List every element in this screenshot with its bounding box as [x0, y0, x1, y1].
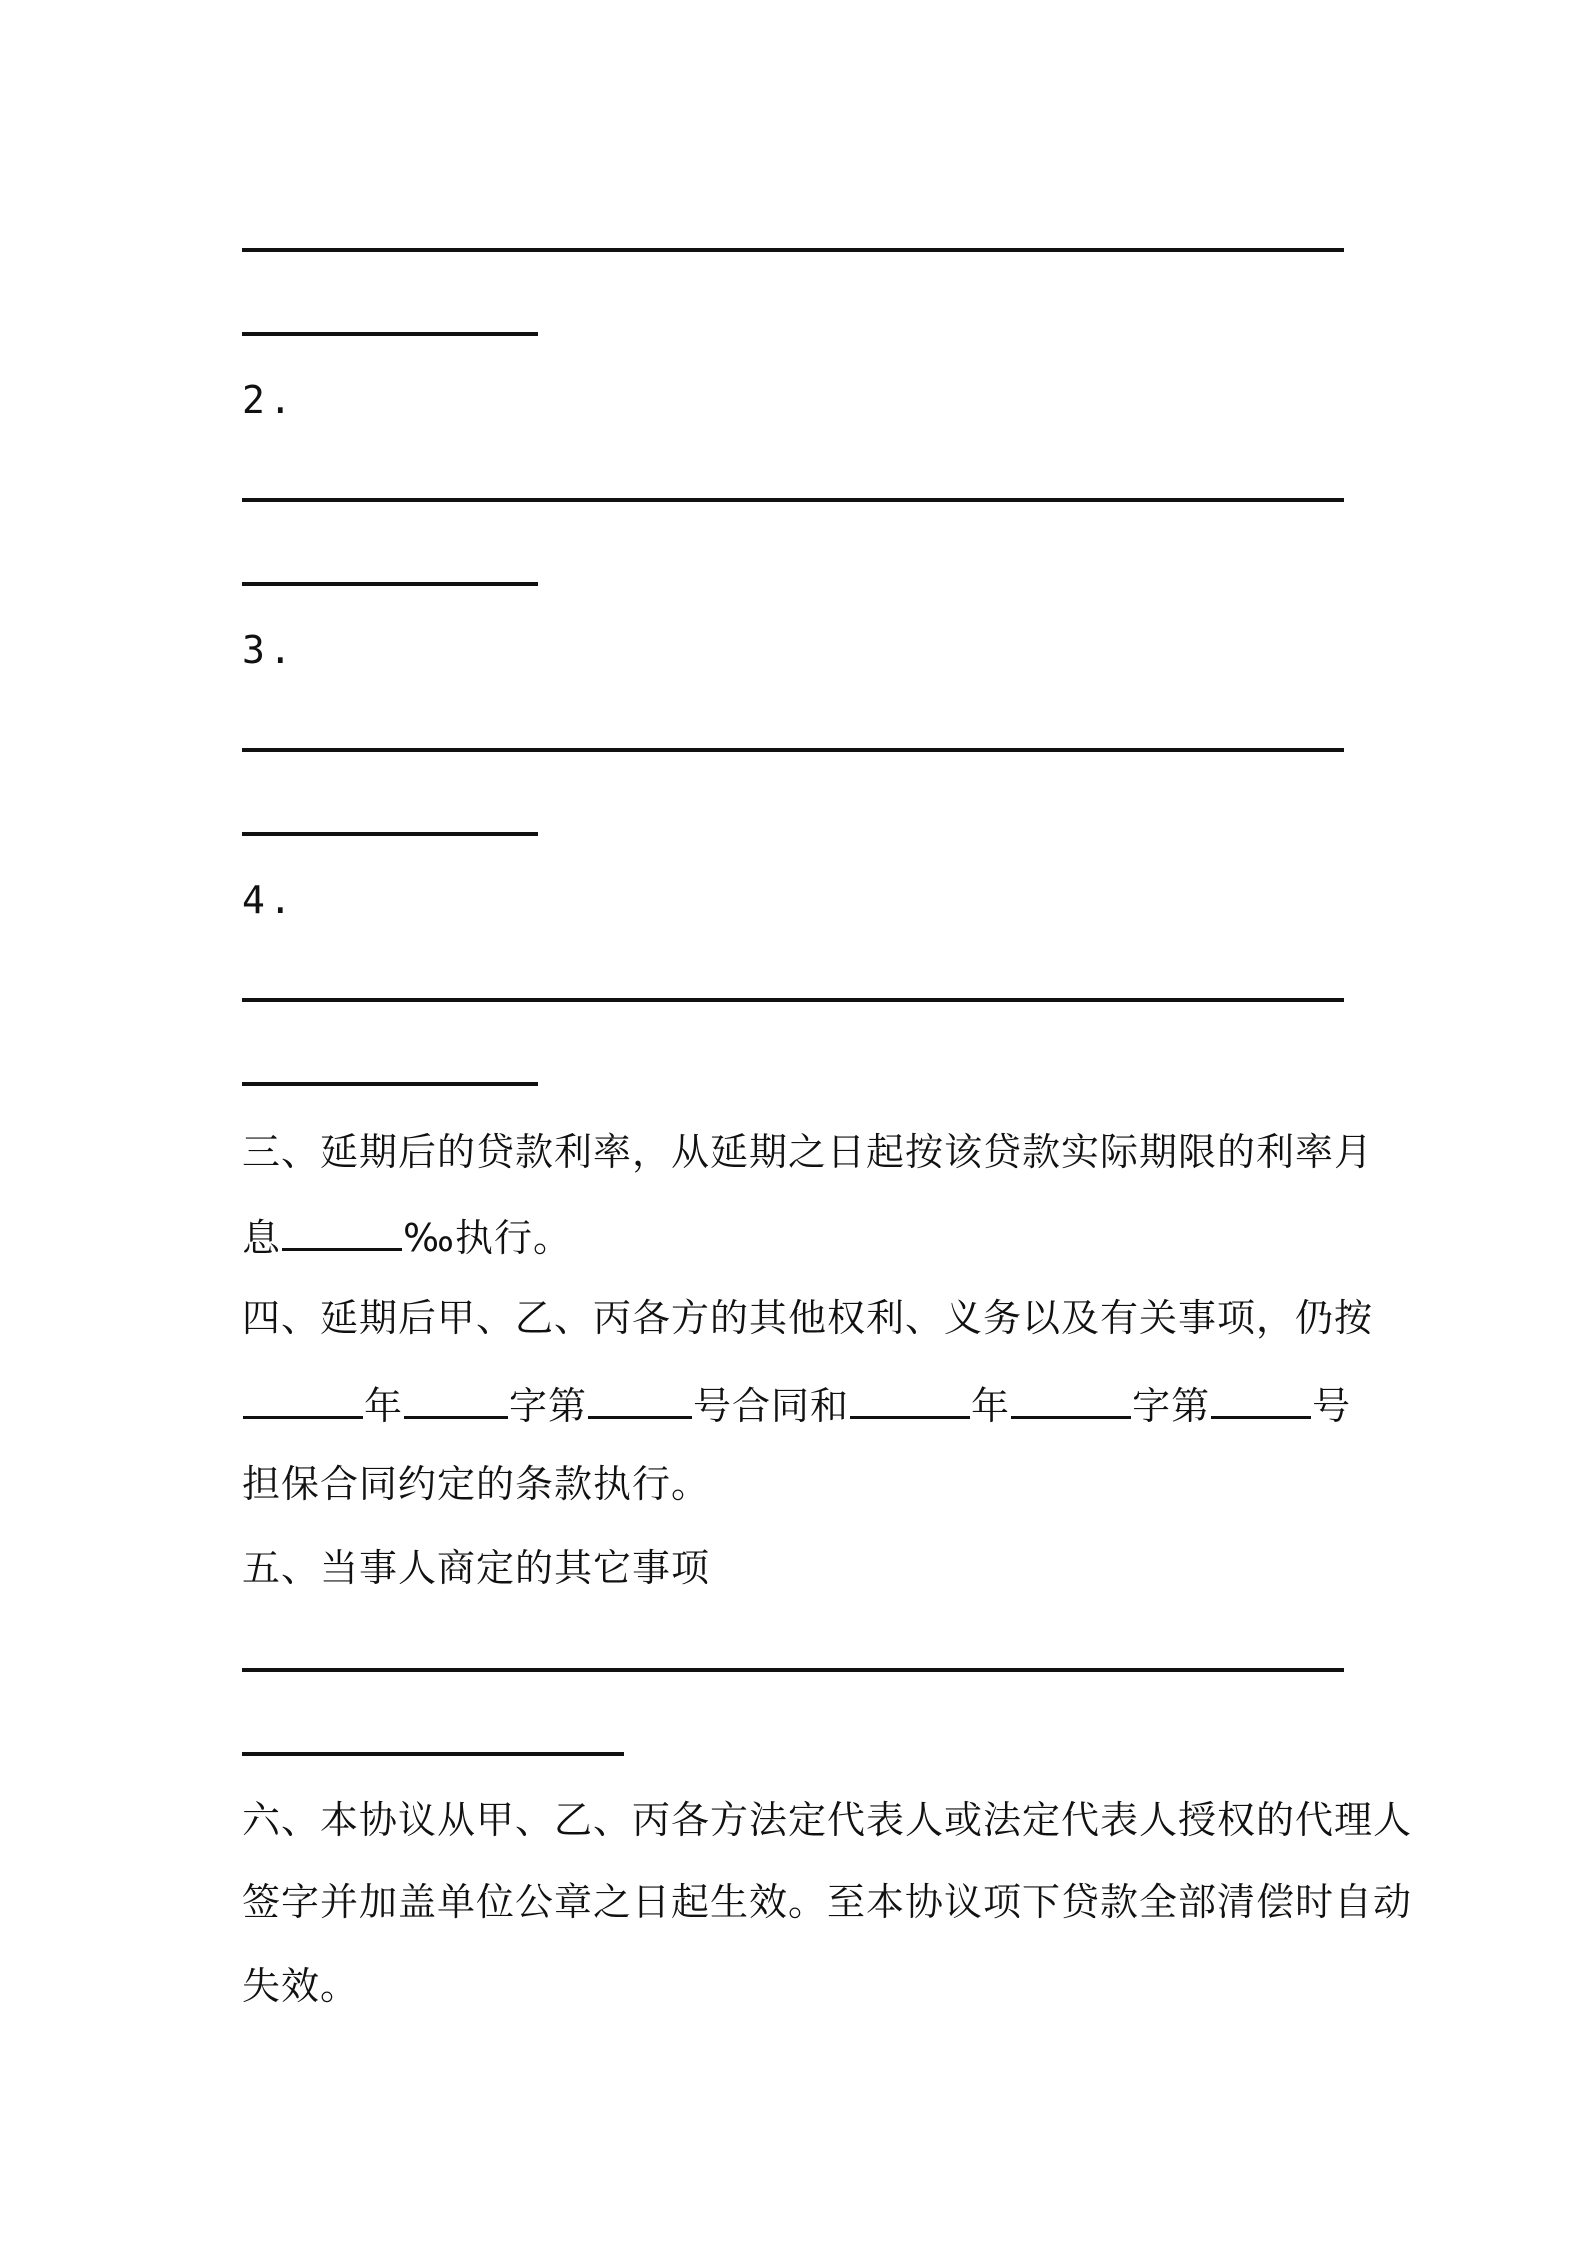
item-number: 3.: [242, 628, 296, 672]
section-6-text: 签字并加盖单位公章之日起生效。至本协议项下贷款全部清偿时自动: [242, 1880, 1413, 1924]
zi-blank: [404, 1380, 508, 1419]
blank-line: [242, 998, 1344, 1002]
item-number: 2.: [242, 378, 296, 422]
number-blank: [1211, 1380, 1311, 1419]
blank-line: [242, 1668, 1344, 1672]
section-3-text: 三、延期后的贷款利率，从延期之日起按该贷款实际期限的利率月: [242, 1130, 1374, 1174]
section-4-text: 四、延期后甲、乙、丙各方的其他权利、义务以及有关事项，仍按: [242, 1296, 1374, 1340]
zi-blank: [1011, 1380, 1131, 1419]
zi-label: 字第: [1132, 1384, 1211, 1428]
section-4-tail: 担保合同约定的条款执行。: [242, 1462, 711, 1506]
section-6-text: 六、本协议从甲、乙、丙各方法定代表人或法定代表人授权的代理人: [242, 1798, 1413, 1842]
zi-label: 字第: [509, 1384, 588, 1428]
section-4-contract-line: [242, 1380, 1351, 1428]
blank-line: [242, 832, 538, 836]
item-number: 4.: [242, 878, 296, 922]
rate-blank: [282, 1212, 402, 1251]
section-6-text: 失效。: [242, 1964, 360, 2008]
year-blank: [850, 1380, 970, 1419]
blank-line: [242, 582, 538, 586]
blank-line: [242, 1752, 624, 1756]
blank-line: [242, 748, 1344, 752]
year-label: 年: [364, 1384, 404, 1428]
year-label: 年: [971, 1384, 1011, 1428]
contract-label: 号合同和: [693, 1384, 850, 1428]
blank-line: [242, 1082, 538, 1086]
hao-label: 号: [1312, 1384, 1352, 1428]
blank-line: [242, 498, 1344, 502]
section-3-rate-line: [242, 1212, 572, 1260]
blank-line: [242, 248, 1344, 252]
section-5-title: 五、当事人商定的其它事项: [242, 1546, 711, 1590]
year-blank: [243, 1380, 363, 1419]
section-3-suffix: ‰执行。: [403, 1216, 573, 1260]
number-blank: [588, 1380, 692, 1419]
blank-line: [242, 332, 538, 336]
section-3-prefix: 息: [242, 1216, 282, 1260]
